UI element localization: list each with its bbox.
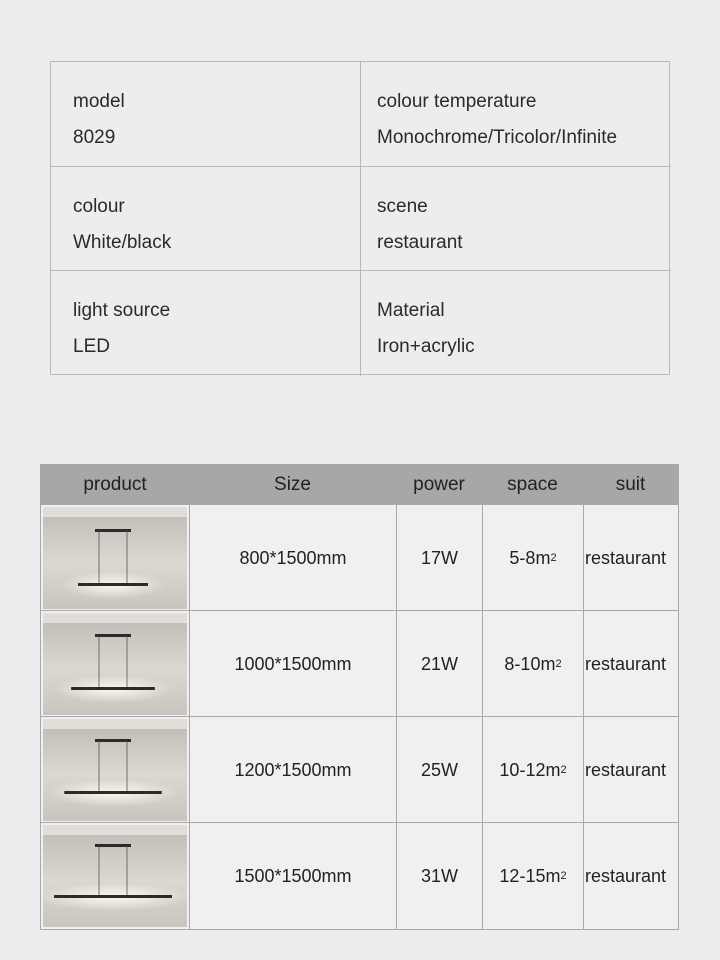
pendant-lamp-icon [43, 825, 187, 927]
spec-value: 8029 [73, 127, 116, 148]
product-image [41, 823, 189, 929]
space-value: 8-10m [504, 653, 556, 674]
space-value: 10-12m [499, 759, 561, 780]
pendant-lamp-icon [43, 613, 187, 715]
spec-label: colour temperature [377, 91, 537, 112]
spec-value: LED [73, 336, 110, 357]
space-unit-exponent: 2 [560, 870, 567, 882]
cell-suit: restaurant [583, 717, 678, 823]
cell-size: 1000*1500mm [189, 611, 396, 717]
table-row [41, 504, 678, 610]
product-image [41, 611, 189, 717]
cell-suit: restaurant [583, 611, 678, 717]
spec-scene [361, 167, 671, 271]
header-space: space [507, 473, 558, 495]
spec-material [361, 271, 671, 376]
spec-light-source [51, 271, 361, 376]
spec-label: Material [377, 300, 445, 321]
product-table-header [41, 465, 678, 504]
cell-size: 1500*1500mm [189, 823, 396, 929]
space-value: 12-15m [499, 865, 561, 886]
spec-value: Monochrome/Tricolor/Infinite [377, 127, 618, 148]
cell-space [482, 823, 583, 929]
spec-model [51, 62, 361, 167]
cell-power: 17W [396, 505, 482, 611]
cell-suit: restaurant [583, 505, 678, 611]
header-product: product [83, 473, 147, 495]
table-row [41, 716, 678, 822]
space-unit-exponent: 2 [550, 552, 557, 564]
spec-value: restaurant [377, 232, 463, 253]
spec-value: Iron+acrylic [377, 336, 475, 357]
cell-size: 800*1500mm [189, 505, 396, 611]
table-row [41, 610, 678, 716]
cell-suit: restaurant [583, 823, 678, 929]
pendant-lamp-icon [43, 719, 187, 821]
product-image [41, 717, 189, 823]
spec-value: White/black [73, 232, 172, 253]
cell-space [482, 717, 583, 823]
cell-space [482, 611, 583, 717]
spec-colour-temperature [361, 62, 671, 167]
spec-table [50, 61, 670, 375]
product-image [41, 505, 189, 611]
space-value: 5-8m [509, 547, 551, 568]
cell-space [482, 505, 583, 611]
header-size: Size [274, 473, 311, 495]
spec-label: scene [377, 196, 428, 217]
cell-power: 25W [396, 717, 482, 823]
header-suit: suit [615, 473, 646, 495]
cell-size: 1200*1500mm [189, 717, 396, 823]
spec-label: model [73, 91, 125, 112]
header-power: power [413, 473, 465, 495]
cell-power: 21W [396, 611, 482, 717]
pendant-lamp-icon [43, 507, 187, 609]
space-unit-exponent: 2 [560, 764, 567, 776]
spec-colour [51, 167, 361, 271]
table-row [41, 822, 678, 928]
cell-power: 31W [396, 823, 482, 929]
product-table [40, 464, 679, 930]
spec-label: light source [73, 300, 171, 321]
space-unit-exponent: 2 [555, 658, 562, 670]
spec-label: colour [73, 196, 125, 217]
